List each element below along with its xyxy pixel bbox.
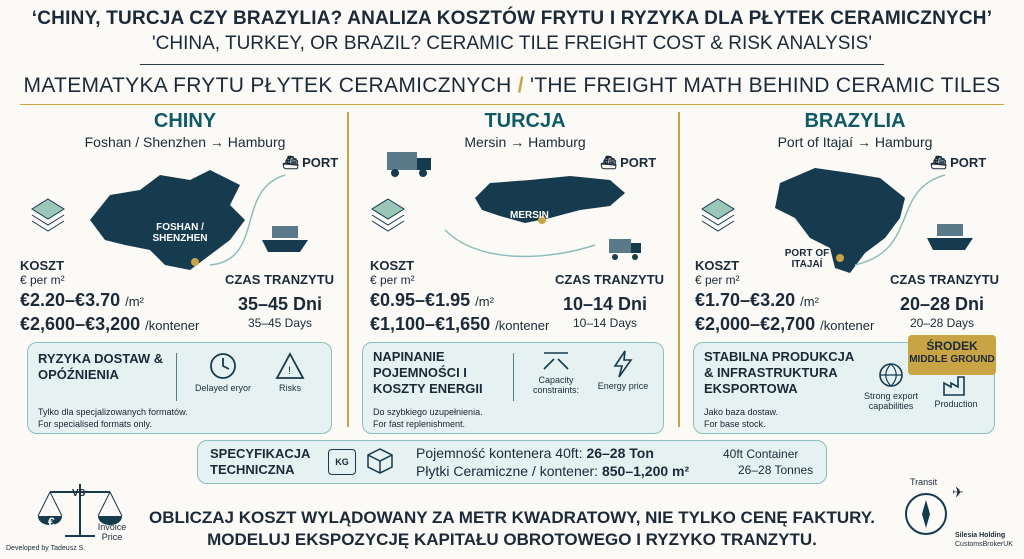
route: Mersin → Hamburg — [464, 134, 586, 150]
country-name: TURCJA — [484, 110, 566, 132]
divider — [513, 353, 514, 401]
title-polish: ‘CHINY, TURCJA CZY BRAZYLIA? ANALIZA KOSZTÓW FRYTU I RYZYKA DLA PŁYTEK CERAMICZNYCH’ — [31, 8, 993, 29]
weight-icon: KG — [328, 449, 356, 475]
spec-title: SPECYFIKACJA TECHNICZNA — [210, 446, 310, 477]
transit-days: 20–28 Dni — [899, 294, 985, 314]
cost-per-container: €1,100–€1,650 /kontener — [370, 314, 550, 334]
warning-icon: ! Risks — [260, 351, 320, 393]
cost-per-container: €2,000–€2,700 /kontener — [695, 314, 875, 334]
cargo-ship-icon — [260, 222, 310, 254]
route-icon: ✈ — [952, 484, 964, 500]
transit-label: CZAS TRANZYTU — [225, 272, 335, 287]
country-name: CHINY — [153, 110, 217, 132]
tiles-icon — [28, 195, 68, 235]
svg-text:!: ! — [288, 365, 292, 377]
cargo-ship-icon — [925, 220, 975, 252]
divider — [20, 104, 1004, 105]
factory-icon: Production — [926, 373, 986, 409]
cost-unit: € per m² — [370, 273, 415, 287]
transit-label: Transit — [910, 477, 938, 487]
note: Jako baza dostaw. For base stock. — [704, 407, 779, 429]
port-label: ⛴ PORT — [600, 155, 657, 170]
footer-line-2: MODELUJ EKSPOZYCJĘ KAPITAŁU OBROTOWEGO I RYZYKO TRANZYTU. — [207, 530, 817, 549]
invoice-price-label: Invoice Price — [97, 522, 127, 542]
transit-days-en: 35–45 Days — [247, 316, 313, 330]
transit-label: CZAS TRANZYTU — [890, 272, 1000, 287]
route-path-icon — [440, 225, 600, 265]
city-label: PORT OF ITAJAÍ — [784, 248, 830, 270]
divider — [176, 353, 177, 401]
title-english: 'CHINA, TURKEY, OR BRAZIL? CERAMIC TILE FREIGHT COST & RISK ANALYSIS' — [152, 33, 872, 54]
cost-per-container: €2,600–€3,200 /kontener — [20, 314, 200, 334]
ship-icon: ⛴ — [282, 155, 303, 170]
transit-days-en: 10–14 Days — [572, 316, 638, 330]
port-label: ⛴ PORT — [282, 155, 339, 170]
middle-ground-badge: ŚRODEK MIDDLE GROUND — [908, 335, 996, 375]
tiles-icon — [368, 195, 408, 235]
transit-label: CZAS TRANZYTU — [555, 272, 665, 287]
cost-unit: € per m² — [20, 273, 65, 287]
cost-label: KOSZT — [695, 258, 740, 273]
route: Port of Itajaí → Hamburg — [777, 134, 933, 150]
brand: Silesia Holding CustomsBrokerUK — [955, 532, 1013, 548]
ship-icon: ⛴ — [600, 155, 621, 170]
lightning-icon: Energy price — [591, 349, 655, 391]
truck-icon — [385, 148, 435, 180]
country-name: BRAZYLIA — [804, 110, 906, 132]
cost-per-m2: €1.70–€3.20 /m² — [695, 290, 819, 310]
note: Tylko dla specjalizowanych formatów. For specialised formats only. — [38, 407, 188, 429]
transit-days: 10–14 Dni — [562, 294, 648, 314]
transit-days-en: 20–28 Days — [909, 316, 975, 330]
risk-title: NAPINANIE POJEMNOŚCI I KOSZTY ENERGII — [373, 349, 483, 396]
spec-panel — [197, 440, 827, 484]
ship-icon: ⛴ — [930, 155, 951, 170]
clock-icon: Delayed eryor — [193, 351, 253, 393]
cost-per-m2: €2.20–€3.70 /m² — [20, 290, 144, 310]
section-subtitle: MATEMATYKA FRYTU PŁYTEK CERAMICZNYCH / 'THE FREIGHT MATH BEHIND CERAMIC TILES — [23, 74, 1001, 97]
delivery-truck-icon — [595, 235, 643, 263]
city-label: FOSHAN / SHENZHEN — [152, 222, 208, 244]
credit: Developed by Tadeusz S. — [6, 545, 86, 552]
risk-title: RYZYKA DOSTAW & OPÓŹNIENIA — [38, 351, 164, 382]
port-label: ⛴ PORT — [930, 155, 987, 170]
cost-label: KOSZT — [20, 258, 65, 273]
route: Foshan / Shenzhen → Hamburg — [84, 134, 286, 150]
spec-line-1: Pojemność kontenera 40ft: 26–28 Ton — [416, 445, 654, 461]
spec-right-2: 26–28 Tonnes — [738, 463, 814, 477]
note: Do szybkiego uzupełnienia. For fast replenishment. — [373, 407, 483, 429]
cost-per-m2: €0.95–€1.95 /m² — [370, 290, 494, 310]
euro-symbol: € — [48, 515, 55, 529]
divider — [140, 64, 884, 65]
footer-line-1: OBLICZAJ KOSZT WYLĄDOWANY ZA METR KWADRATOWY, NIE TYLKO CENĘ FAKTURY. — [149, 508, 875, 527]
spec-right-1: 40ft Container — [723, 447, 799, 461]
city-label: MERSIN — [510, 210, 549, 221]
cost-unit: € per m² — [695, 273, 740, 287]
risk-title: STABILNA PRODUKCJA & INFRASTRUKTURA EKSPORTOWA — [704, 349, 854, 396]
transit-days: 35–45 Dni — [237, 294, 323, 314]
tiles-icon — [698, 195, 738, 235]
spec-line-2: Płytki Ceramiczne / kontener: 850–1,200 m² — [416, 463, 690, 479]
cost-label: KOSZT — [370, 258, 415, 273]
compass-icon — [900, 488, 952, 540]
capacity-icon: Capacity constraints: — [523, 349, 589, 395]
box-icon — [366, 447, 394, 475]
risk-panel-turkey — [362, 342, 664, 434]
scale-vs: VS — [72, 488, 86, 499]
risk-panel-china — [27, 342, 332, 434]
globe-icon: Strong export capabilities — [856, 361, 926, 411]
